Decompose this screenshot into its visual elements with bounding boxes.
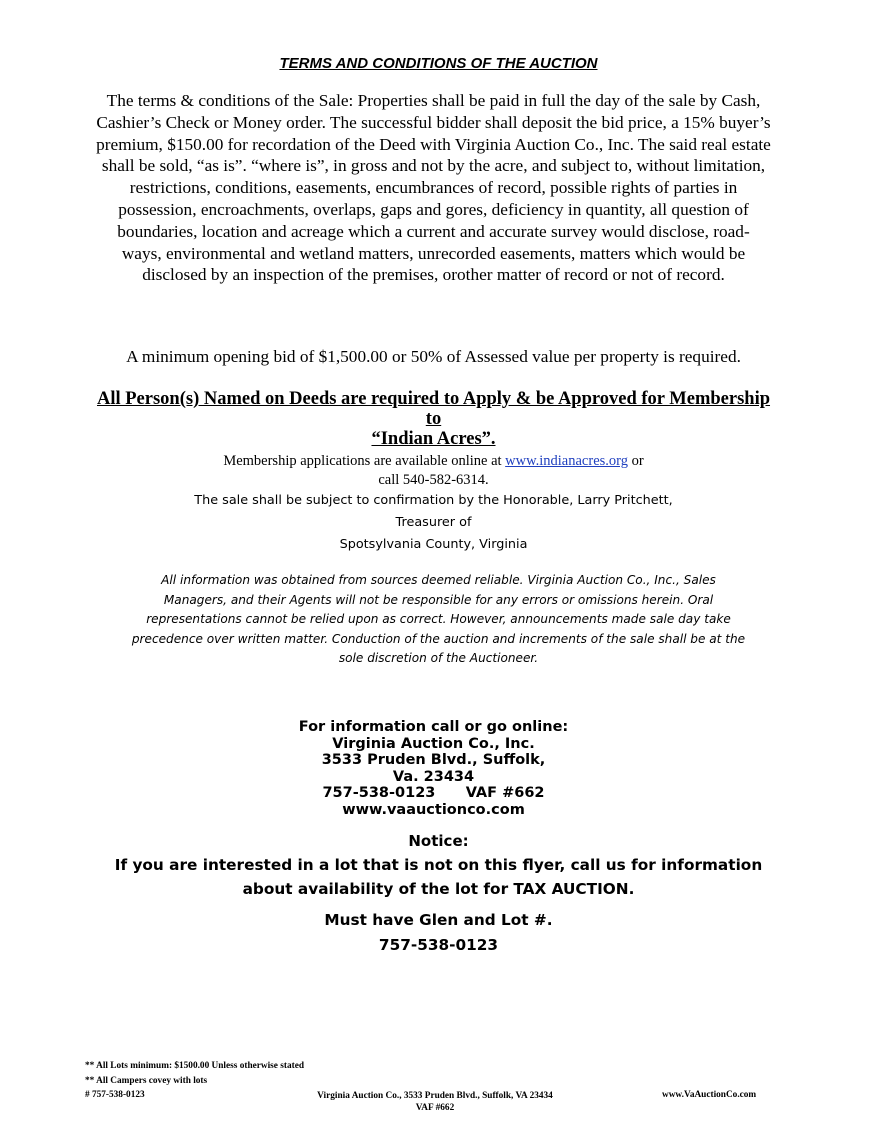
- confirmation-line3: Spotsylvania County, Virginia: [339, 537, 528, 552]
- notice-heading: Notice:: [408, 832, 469, 850]
- minimum-bid-text: A minimum opening bid of $1,500.00 or 50% of Assessed value per property is required.: [126, 347, 741, 366]
- footer-license: VAF #662: [415, 1103, 455, 1113]
- company-name: Virginia Auction Co., Inc.: [332, 735, 535, 752]
- confirmation-statement: [120, 490, 747, 556]
- company-state-zip: Va. 23434: [392, 768, 475, 785]
- footer-address: Virginia Auction Co., 3533 Pruden Blvd., Suffolk, VA 23434: [317, 1091, 553, 1101]
- footer-note-minimum: ** All Lots minimum: $1500.00 Unless otherwise stated: [85, 1061, 304, 1071]
- confirmation-line1: The sale shall be subject to confirmation by the Honorable, Larry Pritchett,: [194, 493, 673, 508]
- membership-apps-text: Membership applications are available online at: [223, 453, 502, 469]
- membership-apps-phone: call 540-582-6314.: [378, 472, 489, 488]
- footer-address-block: [285, 1090, 585, 1114]
- membership-applications: [120, 452, 747, 490]
- contact-website: www.vaauctionco.com: [342, 801, 525, 818]
- membership-heading-line2: “Indian Acres”.: [371, 429, 496, 449]
- disclaimer-text: All information was obtained from sources deemed reliable. Virginia Auction Co., Inc., Sales Managers, and their Agents will not be responsible for any errors or omissions herein. Oral representations cannot be relied upon as correct. However, announcements made sale day take precedence over written matter. Conduction of the auction and increments of the sale shall be at the sole discretion of the Auctioneer.: [131, 573, 746, 665]
- contact-phone: 757-538-0123: [322, 785, 436, 802]
- membership-apps-or: or: [631, 453, 644, 469]
- company-street: 3533 Pruden Blvd., Suffolk,: [321, 752, 546, 769]
- footer-note-campers: ** All Campers covey with lots: [85, 1076, 208, 1086]
- membership-heading-line1: All Person(s) Named on Deeds are required to Apply & be Approved for Membership to: [96, 389, 771, 429]
- membership-requirement-heading: [96, 389, 771, 449]
- contact-block: [250, 719, 617, 819]
- footer-phone: # 757-538-0123: [85, 1090, 145, 1100]
- notice-phone: 757-538-0123: [378, 936, 499, 954]
- page-title: TERMS AND CONDITIONS OF THE AUCTION: [279, 55, 598, 72]
- notice-glen-lot: Must have Glen and Lot #.: [324, 911, 553, 929]
- notice-body: If you are interested in a lot that is not on this flyer, call us for information about availability of the lot for TAX AUCTION.: [114, 856, 763, 898]
- contact-phone-license: [250, 785, 617, 802]
- footer-website: www.VaAuctionCo.com: [662, 1090, 757, 1100]
- confirmation-line2: Treasurer of: [395, 515, 472, 530]
- terms-paragraph: The terms & conditions of the Sale: Properties shall be paid in full the day of the sale by Cash, Cashier’s Check or Money order. The successful bidder shall deposit the bid price, a 15% buyer’s premium, $150.00 for recordation of the Deed with Virginia Auction Co., Inc. The said real estate shall be sold, “as is”. “where is”, in gross and not by the acre, and subject to, without limitation, restrictions, conditions, easements, encumbrances of record, possible rights of parties in possession, encroachments, overlaps, gaps and gores, deficiency in quantity, all question of boundaries, location and acreage which a current and accurate survey would disclose, road- ways, environmental and wetland matters, unrecorded easements, matters which would be disclosed by an inspection of the premises, orother matter of record or not of record.: [96, 91, 771, 285]
- contact-heading: For information call or go online:: [298, 719, 569, 735]
- contact-license: VAF #662: [465, 785, 545, 802]
- indianacres-link[interactable]: www.indianacres.org: [505, 453, 628, 469]
